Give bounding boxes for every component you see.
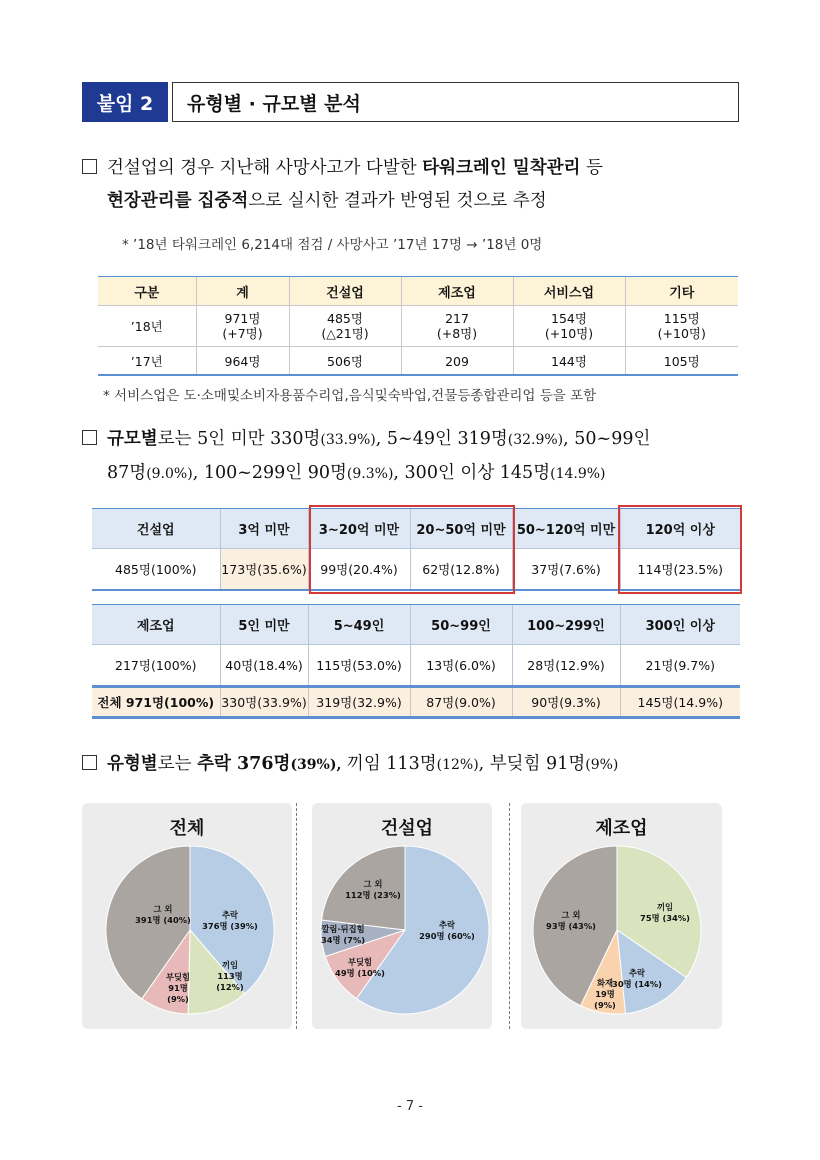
table-row <box>98 306 738 347</box>
chart-title: 건설업 <box>380 818 434 839</box>
text: 으로 실시한 결과가 반영된 것으로 추정 <box>248 191 547 211</box>
column-header: 20~50억 미만 <box>410 509 512 549</box>
highlight-box <box>309 505 515 594</box>
table-cell: 21명(9.7%) <box>620 645 740 686</box>
chart-title: 제조업 <box>595 818 648 839</box>
table-cell: 90명(9.3%) <box>512 688 620 716</box>
table-cell: 485명(100%) <box>92 549 220 590</box>
section-title: 유형별 · 규모별 분석 <box>172 82 739 122</box>
table-bottom-rule <box>98 374 738 376</box>
table-cell <box>625 306 738 347</box>
slice-label: 그 외 93명 (43%) <box>546 910 596 931</box>
table-cell: 209 <box>401 347 513 377</box>
slice-label: 끼임 113명 (12%) <box>216 960 244 992</box>
table-cell: 99명(20.4%) <box>308 549 410 590</box>
highlight-box <box>618 505 742 594</box>
cell-change: (+7명) <box>222 326 263 341</box>
footnote-tower-crane: * ’18년 타워크레인 6,214대 점검 / 사망사고 ’17년 17명 → ’18년 0명 <box>122 237 543 253</box>
table-cell: 144명 <box>513 347 625 377</box>
column-header: 100~299인 <box>512 605 620 645</box>
checkbox-bullet <box>82 159 97 174</box>
column-header: 5~49인 <box>308 605 410 645</box>
manufacturing-scale-table <box>92 605 740 685</box>
percent-text: (14.9%) <box>550 466 606 482</box>
table-cell: 40명(18.4%) <box>220 645 308 686</box>
paragraph-construction-analysis <box>82 152 747 218</box>
table-cell: 506명 <box>289 347 401 377</box>
row-label: ’18년 <box>98 306 196 347</box>
cell-change: (+8명) <box>436 326 478 341</box>
paragraph-by-scale <box>82 423 747 491</box>
text: , 50~99인 <box>563 429 651 449</box>
paragraph-by-type <box>82 748 747 782</box>
table-cell: 114명(23.5%) <box>620 549 740 590</box>
table-cell: 330명(33.9%) <box>220 688 308 716</box>
pie-chart-construction <box>315 840 495 1020</box>
total-scale-table <box>92 688 740 716</box>
table-cell: 37명(7.6%) <box>512 549 620 590</box>
column-header: 기타 <box>625 277 738 306</box>
table-cell: 87명(9.0%) <box>410 688 512 716</box>
column-header: 계 <box>196 277 289 306</box>
emphasis-text: 타워크레인 밀착관리 <box>422 158 581 178</box>
column-header: 제조업 <box>401 277 513 306</box>
chart-title: 전체 <box>169 818 205 839</box>
row-label: ’17년 <box>98 347 196 377</box>
column-header: 50~120억 미만 <box>512 509 620 549</box>
slice-label: 추락 376명 (39%) <box>202 910 258 931</box>
column-header: 제조업 <box>92 605 220 645</box>
text: , 100~299인 90명 <box>192 463 347 483</box>
cell-value: 485명 <box>327 311 363 326</box>
column-header: 건설업 <box>289 277 401 306</box>
total-label: 전체 971명(100%) <box>92 688 220 716</box>
cell-value: 154명 <box>551 311 587 326</box>
page-number: - 7 - <box>397 1099 423 1114</box>
column-header: 3억 미만 <box>220 509 308 549</box>
table-cell <box>289 306 401 347</box>
cell-value: 217 <box>445 311 469 326</box>
percent-text: (33.9%) <box>320 432 376 448</box>
column-header: 서비스업 <box>513 277 625 306</box>
emphasis-text: 규모별 <box>107 429 158 449</box>
pie-chart-total <box>100 840 280 1020</box>
slice-label: 깔림·뒤집힘 34명 (7%) <box>320 924 366 945</box>
table-cell: 28명(12.9%) <box>512 645 620 686</box>
table-cell: 105명 <box>625 347 738 377</box>
table-cell <box>513 306 625 347</box>
table-cell: 217명(100%) <box>92 645 220 686</box>
table-cell: 62명(12.8%) <box>410 549 512 590</box>
table-cell <box>401 306 513 347</box>
section-header <box>82 82 739 122</box>
text: 로는 5인 미만 330명 <box>157 429 321 449</box>
table-cell: 145명(14.9%) <box>620 688 740 716</box>
slice-label: 추락 290명 (60%) <box>419 920 475 941</box>
attachment-badge: 붙임 2 <box>82 82 168 122</box>
column-header: 5인 미만 <box>220 605 308 645</box>
table-cell: 13명(6.0%) <box>410 645 512 686</box>
divider <box>509 803 510 1029</box>
column-header: 120억 이상 <box>620 509 740 549</box>
table-row <box>98 347 738 377</box>
text: , 부딪힘 91명 <box>478 754 586 774</box>
slice-label: 부딪힘 91명 (9%) <box>165 972 191 1004</box>
percent-text: (12%) <box>436 757 479 773</box>
table-row <box>92 645 740 686</box>
table-cell: 173명(35.6%) <box>220 549 308 590</box>
percent-text: (9%) <box>585 757 619 773</box>
text: 끼임 113명 <box>341 754 437 774</box>
industry-fatality-table <box>98 277 738 376</box>
table-row <box>92 688 740 716</box>
divider <box>296 803 297 1029</box>
slice-label: 추락 30명 (14%) <box>612 968 662 989</box>
pie-chart-manufacturing <box>527 840 707 1020</box>
text: 건설업의 경우 지난해 사망사고가 다발한 <box>107 158 423 178</box>
table-cell: 115명(53.0%) <box>308 645 410 686</box>
table-bottom-rule <box>92 716 740 719</box>
percent-text: (9.0%) <box>146 466 193 482</box>
table-cell <box>196 306 289 347</box>
percent-text: (39%), <box>290 757 342 773</box>
text: 87명 <box>107 463 147 483</box>
column-header: 300인 이상 <box>620 605 740 645</box>
slice-label: 부딪힘 49명 (10%) <box>335 957 385 978</box>
cell-change: (+10명) <box>544 326 594 341</box>
text: 로는 <box>157 754 198 774</box>
footnote-service-industry: * 서비스업은 도·소매및소비자용품수리업,음식및숙박업,건물등종합관리업 등을 포함 <box>103 388 597 404</box>
checkbox-bullet <box>82 755 97 770</box>
column-header: 건설업 <box>92 509 220 549</box>
percent-text: (9.3%) <box>346 466 394 482</box>
percent-text: (32.9%) <box>507 432 564 448</box>
slice-label: 화재 19명 (9%) <box>594 978 616 1010</box>
text: , 300인 이상 145명 <box>393 463 551 483</box>
column-header: 구분 <box>98 277 196 306</box>
emphasis-text: 현장관리를 집중적 <box>107 191 249 211</box>
emphasis-text: 추락 376명 <box>197 754 291 774</box>
table-cell: 319명(32.9%) <box>308 688 410 716</box>
slice-label: 그 외 112명 (23%) <box>345 879 401 900</box>
checkbox-bullet <box>82 430 97 445</box>
cell-value: 971명 <box>224 311 261 326</box>
text: 등 <box>580 158 603 178</box>
slice-label: 그 외 391명 (40%) <box>135 904 191 925</box>
text: , 5~49인 319명 <box>375 429 508 449</box>
emphasis-text: 유형별 <box>107 754 158 774</box>
cell-value: 115명 <box>663 311 700 326</box>
cell-change: (+10명) <box>657 326 706 341</box>
cell-change: (△21명) <box>321 326 369 341</box>
slice-label: 끼임 75명 (34%) <box>640 902 690 923</box>
column-header: 50~99인 <box>410 605 512 645</box>
column-header: 3~20억 미만 <box>308 509 410 549</box>
table-cell: 964명 <box>196 347 289 377</box>
